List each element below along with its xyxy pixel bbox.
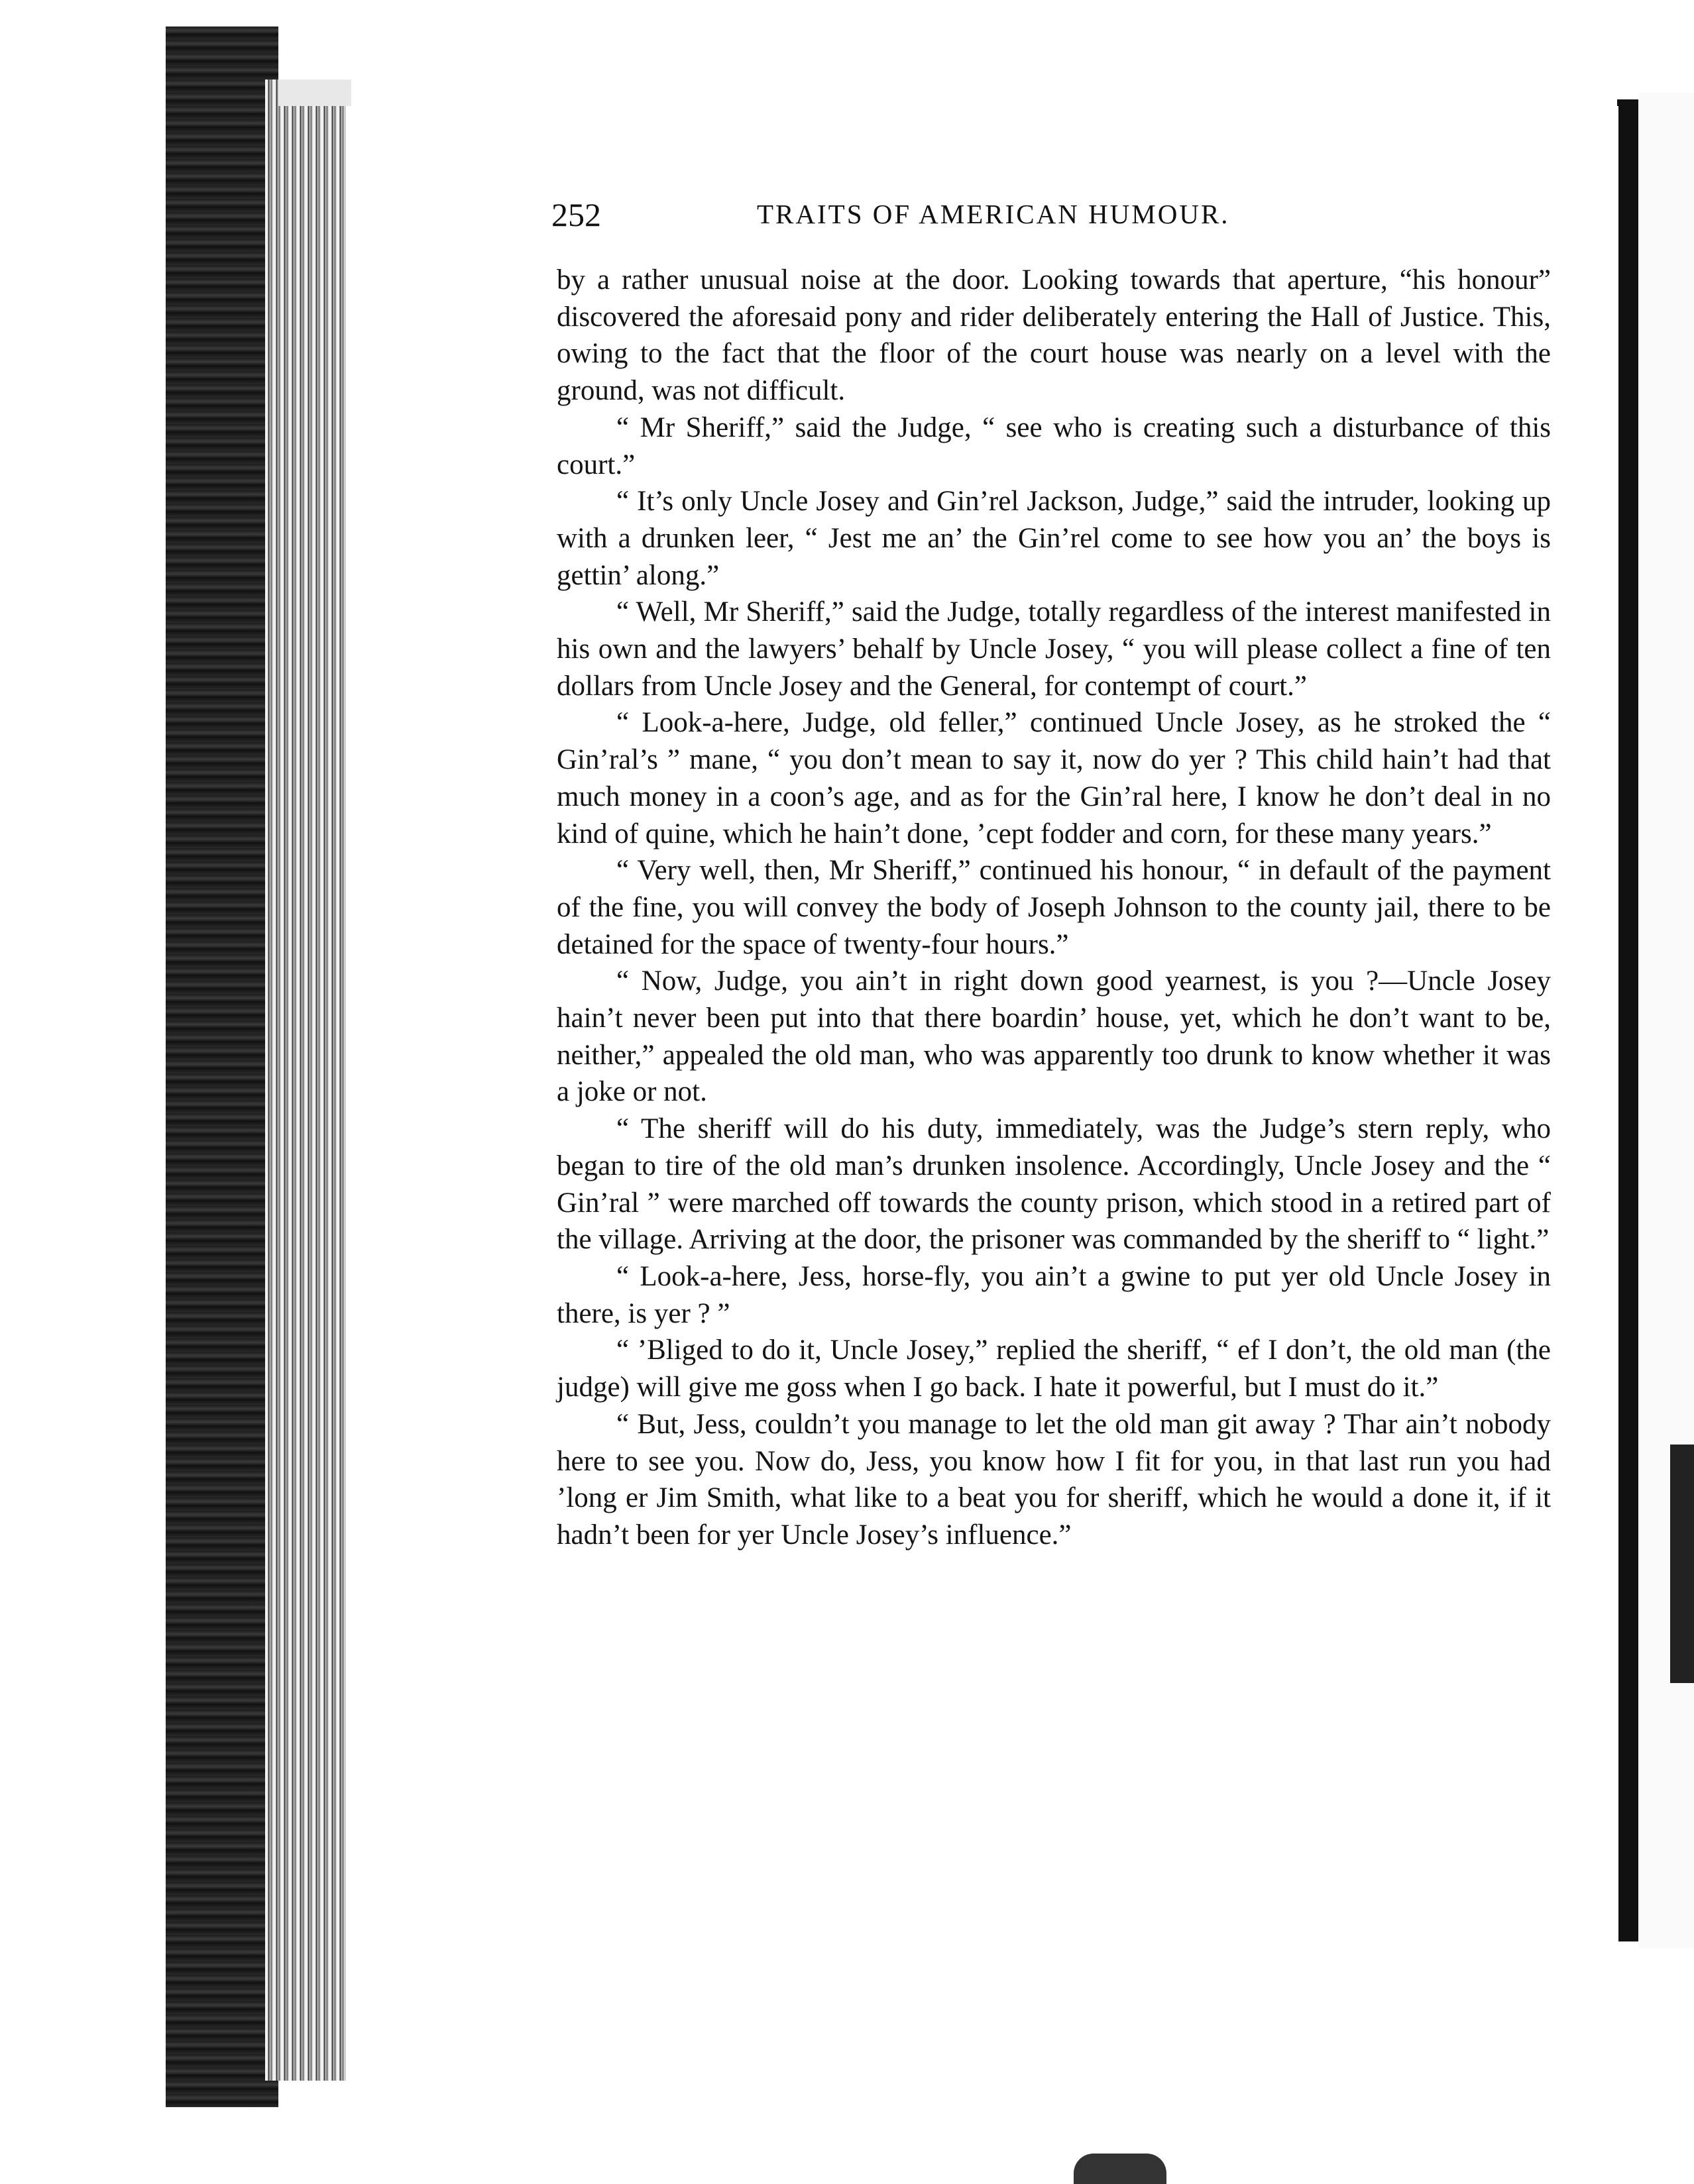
paragraph: “ Well, Mr Sheriff,” said the Judge, totally regardless of the interest manifested in his own and the lawyers’ behalf by Uncle Josey, “ you will please collect a fine of ten dollars from Uncle Josey and the General, for contempt of court.” (557, 596, 1551, 702)
paragraph: “ Look-a-here, Jess, horse-fly, you ain’t a gwine to put yer old Uncle Josey in there, is yer ? ” (557, 1260, 1551, 1329)
page-stack-top (278, 80, 351, 106)
paragraph: “ Mr Sheriff,” said the Judge, “ see who is creating such a disturbance of this court.” (557, 411, 1551, 480)
scanner-shadow (1074, 2154, 1166, 2184)
paragraph: “ The sheriff will do his duty, immediately, was the Judge’s stern reply, who began to tire of the old man’s drunken insolence. Accordingly, Uncle Josey and the “ Gin’ral ” were marched off towards the county prison, which stood in a retired part of the village. Arriving at the door, the prisoner was commanded by the sheriff to “ light.” (557, 1113, 1551, 1256)
book-gutter (1617, 99, 1638, 1941)
paragraph: by a rather unusual noise at the door. Looking towards that aperture, “his honour” discovered the aforesaid pony and rider deliberately entering the Hall of Justice. This, owing to the fact that the floor of the court house was nearly on a level with the ground, was not difficult. (557, 264, 1551, 407)
paragraph: “ ’Bliged to do it, Uncle Josey,” replied the sheriff, “ ef I don’t, the old man (the judge) will give me goss when I go back. I hate it powerful, but I must do it.” (557, 1335, 1551, 1403)
page-stack-edge (265, 80, 345, 2081)
facing-page-mark (1670, 1445, 1694, 1683)
book-edge-shadow (166, 27, 278, 2107)
paragraph: “ Very well, then, Mr Sheriff,” continued his honour, “ in default of the payment of the fine, you will convey the body of Joseph Johnson to the county jail, there to be detained for the space of twenty-four hours.” (557, 855, 1551, 960)
page-header (551, 195, 1691, 242)
book-page (345, 106, 1618, 2081)
paragraph: “ Now, Judge, you ain’t in right down good yearnest, is you ?—Uncle Josey hain’t never been put into that there boardin’ house, yet, which he don’t want to be, neither,” appealed the old man, who was apparently too drunk to know whether it was a joke or not. (557, 965, 1551, 1108)
paragraph: “ Look-a-here, Judge, old feller,” continued Uncle Josey, as he stroked the “ Gin’ral’s ” mane, “ you don’t mean to say it, now do yer ? This child hain’t had that much money in a coon’s age, and as for the Gin’ral here, I know he don’t deal in no kind of quine, which he hain’t done, ’cept fodder and corn, for these many years.” (557, 707, 1551, 849)
running-head: TRAITS OF AMERICAN HUMOUR. (757, 199, 1230, 229)
paragraph: “ But, Jess, couldn’t you manage to let the old man git away ? Thar ain’t nobody here to see you. Now do, Jess, you know how I fit for you, in that last run you had ’long er Jim Smith, what like to a beat you for sheriff, which he would a done it, if it hadn’t been for yer Uncle Josey’s influence.” (557, 1408, 1551, 1551)
paragraph: “ It’s only Uncle Josey and Gin’rel Jackson, Judge,” said the intruder, looking up with a drunken leer, “ Jest me an’ the Gin’rel come to see how you an’ the boys is gettin’ along.” (557, 486, 1551, 591)
body-text (557, 262, 1551, 1554)
page-number: 252 (551, 196, 601, 233)
